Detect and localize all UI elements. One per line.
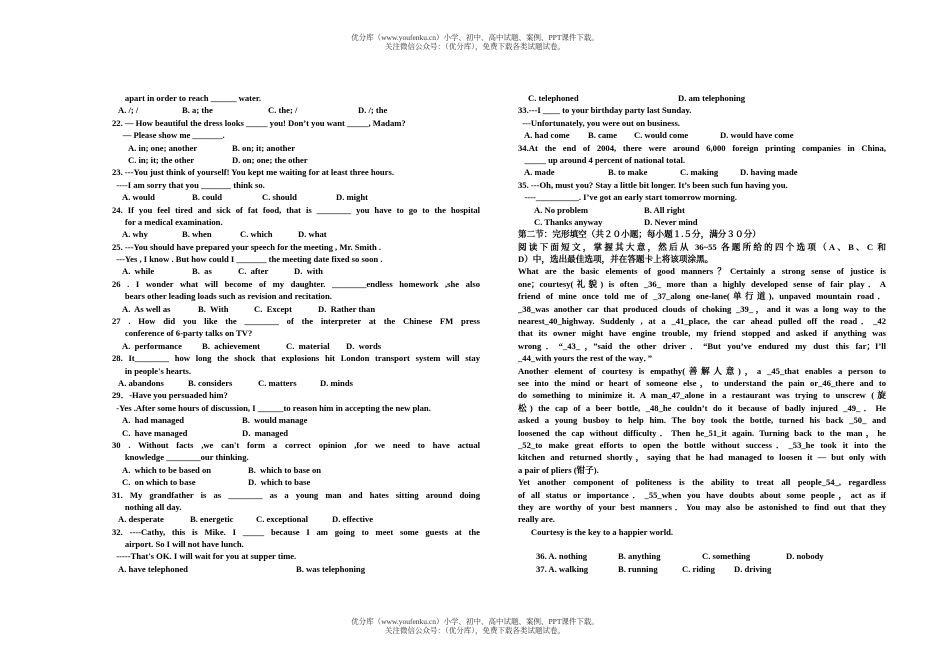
answer-option: B. to make <box>608 167 648 178</box>
option-row <box>112 154 480 166</box>
answer-option: A. abandons <box>118 377 164 388</box>
option-row <box>112 142 480 154</box>
answer-option: C. Except <box>254 303 292 314</box>
answer-option: C. matters <box>258 377 297 388</box>
answer-option: A. why <box>122 229 148 240</box>
left-column <box>112 92 480 575</box>
text-line: of all status or importance．_55_when you have doubts about some people，act as if <box>518 489 886 500</box>
text-line: in people's hearts. <box>112 365 192 376</box>
answer-option: C. making <box>680 167 719 178</box>
answer-option: B. as <box>192 266 212 277</box>
text-line: 30 . Without facts ,we can't form a correct opinion ,for we need to have actual <box>112 439 480 450</box>
answer-option: B. when <box>182 229 212 240</box>
text-line: they are worthy of your best manners．You may also be astonished to find out that they <box>518 501 886 512</box>
answer-option: B. could <box>192 192 223 203</box>
text-line: asked a young busboy to help him. The boy took the bottle, turned his back _50_ and <box>518 415 886 426</box>
answer-option: B. achievement <box>202 340 260 351</box>
option-row <box>112 476 480 488</box>
answer-option: A. No problem <box>534 204 589 215</box>
answer-option: D. Never mind <box>644 216 698 227</box>
answer-option: C. after <box>238 266 269 277</box>
text-line: ---Unfortunately, you were out on business. <box>518 117 680 128</box>
option-row <box>112 513 480 525</box>
text-line: ----__________. I’ve got an early start tomorrow morning. <box>518 192 737 203</box>
answer-option: B. anything <box>618 551 661 562</box>
answer-option: B. was telephoning <box>296 563 366 574</box>
answer-option: B. With <box>198 303 229 314</box>
answer-option: D. nobody <box>786 551 824 562</box>
text-line: nearest_40_highway. Suddenly , at a _41_place, the car ahead pulled off the road．_42 <box>518 316 886 327</box>
answer-option: D. am telephoning <box>678 93 746 103</box>
answer-option: C. riding <box>682 563 715 574</box>
answer-option: A. which to be based on <box>122 464 212 475</box>
text-line: 32. ----Cathy, this is Mike. I _____ because I am going to meet some guests at the <box>112 526 480 537</box>
answer-option: A. while <box>122 266 155 277</box>
option-row <box>112 303 480 315</box>
option-row <box>518 129 886 141</box>
text-line: 25. ---You should have prepared your speech for the meeting , Mr. Smith . <box>112 241 382 252</box>
answer-option: B. considers <box>188 377 233 388</box>
text-line: 22. — How beautiful the dress looks _____ you! Don’t you want _____, Madam? <box>112 117 406 128</box>
option-row <box>518 166 886 178</box>
answer-option: C. material <box>286 340 330 351</box>
answer-option: A. had managed <box>122 415 185 426</box>
text-line: 松) the cap of a beer bottle, _48_he couldn’t do it because of badly injured _49_．He <box>518 402 886 413</box>
option-row <box>112 340 480 352</box>
answer-option: A. /; / <box>118 105 139 116</box>
option-row <box>112 427 480 439</box>
answer-option: B. on; it; another <box>232 142 296 153</box>
text-line: 33.---I ____ to your birthday party last Sunday. <box>518 105 692 116</box>
text-line: knowledge ________our thinking. <box>112 452 249 463</box>
text-line: see into the mind or heart of someone else，to understand the pain or_46_there and to <box>518 377 886 388</box>
answer-option: D. managed <box>242 427 289 438</box>
text-line: wrong．“_43_，”said the other driver．“But you’ve endured my dust this far；I’ll <box>518 340 886 351</box>
answer-option: C. in; it; the other <box>128 154 195 165</box>
answer-option: A. desperate <box>118 514 164 525</box>
header-line-1: 优分库（www.youfenku.cn）小学、初中、高中试题、案例、PPT课件下载。 <box>351 33 599 42</box>
header-line-2: 关注微信公众号：（优分库），免费下载各类试题试卷。 <box>385 42 565 51</box>
text-line: bears other leading loads such as revision and recitation. <box>112 291 332 302</box>
option-row <box>112 228 480 240</box>
footer-line-2: 关注微信公众号：（优分库），免费下载各类试题试卷。 <box>385 626 565 635</box>
text-line: Yet another component of politeness is the ability to treat all people_54_, regardless <box>518 477 886 488</box>
answer-option: D. what <box>298 229 327 240</box>
answer-option: C. Thanks anyway <box>534 216 603 227</box>
option-row <box>518 204 886 216</box>
right-column <box>518 92 886 575</box>
text-line: loosened the cap without difficulty．Then he_51_it again. Turning back to the man，he <box>518 427 886 438</box>
option-row <box>112 104 480 116</box>
text-line <box>518 538 886 550</box>
answer-option: D. Rather than <box>318 303 376 314</box>
text-line: really are. <box>518 514 555 525</box>
option-row <box>112 377 480 389</box>
text-line: conference of 6-party talks on TV? <box>112 328 253 339</box>
text-line: 35. ---Oh, must you? Stay a little bit longer. It’s been such fun having you. <box>518 179 788 190</box>
text-line: — Please show me _______. <box>112 130 225 141</box>
text-line: 23. ---You just think of yourself! You kept me waiting for at least three hours. <box>112 167 394 178</box>
text-line: 31. My grandfather is as ________ as a young man and hates sitting around doing <box>112 489 480 500</box>
answer-option: A. in; one; another <box>128 142 198 153</box>
answer-option: A. had come <box>524 130 570 141</box>
answer-option: D. might <box>336 192 368 203</box>
text-line: ---Yes , I know . But how could I _______ the meeting date fixed so soon . <box>112 254 383 265</box>
answer-option: D. having made <box>740 167 798 178</box>
text-line: _38_was another car that produced clouds of choking _39_，and it was a long way to the <box>518 303 886 314</box>
text-line: airport. So I will not have lunch. <box>112 539 244 550</box>
text-line: 29．-Have you persuaded him? <box>112 390 228 401</box>
text-line: friend of mine once told me of _37_along one-lane(单行道), unpaved mountain road． <box>518 291 886 302</box>
option-row <box>112 414 480 426</box>
answer-option: A. would <box>122 192 155 203</box>
text-line: -Yes .After some hours of discussion, I ______to reason him in accepting the new plan. <box>112 402 431 413</box>
text-line: What are the basic elements of good manners？Certainly a strong sense of justice is <box>518 266 886 277</box>
text-line: apart in order to reach ______ water. <box>112 93 262 103</box>
option-row <box>112 563 480 575</box>
text-line: _52_to make great efforts to open the bottle without success．_53_he took it into the <box>518 439 886 450</box>
answer-option: C. would come <box>634 130 689 141</box>
answer-option: B. running <box>618 563 658 574</box>
answer-option: A. made <box>524 167 555 178</box>
answer-option: D. effective <box>332 514 374 525</box>
answer-option: D. with <box>294 266 323 277</box>
text-line: ----I am sorry that you _______ think so. <box>112 179 265 190</box>
answer-option: C. should <box>262 192 297 203</box>
text-line: do something to minimize it. A man_47_alone in a restaurant was trying to unscrew (旋 <box>518 390 886 401</box>
option-row <box>518 550 886 562</box>
answer-option: D. /; the <box>358 105 388 116</box>
text-line: for a medical examination. <box>112 216 223 227</box>
text-line: _44_with yours the rest of the way．” <box>518 353 652 364</box>
text-line: 27 . How did you like the ________ of the interpreter at the Chinese FM press <box>112 316 480 327</box>
answer-option: A. have telephoned <box>118 563 188 574</box>
answer-option: D. minds <box>320 377 353 388</box>
option-row <box>518 563 886 575</box>
answer-option: B. would manage <box>242 415 308 426</box>
answer-option: C. something <box>702 551 751 562</box>
text-line: a pair of pliers (钳子). <box>518 464 599 475</box>
text-line: Courtesy is the key to a happier world. <box>518 526 674 537</box>
answer-option: C. the; / <box>268 105 298 116</box>
text-line: 34.At the end of 2004, there were around 6,000 foreign printing companies in China, <box>518 142 886 153</box>
answer-option: D. would have come <box>720 130 794 141</box>
answer-option: C. exceptional <box>256 514 309 525</box>
footer-line-1: 优分库（www.youfenku.cn）小学、初中、高中试题、案例、PPT课件下载。 <box>351 617 599 626</box>
text-line: Another element of courtesy is empathy(善解人意)，a _45_that enables a person to <box>518 365 886 376</box>
answer-option: D. which to base <box>248 477 311 488</box>
option-row <box>518 92 886 104</box>
text-line: 26 . I wonder what will become of my daughter. ________endless homework ,she also <box>112 278 480 289</box>
answer-option: A. As well as <box>122 303 171 314</box>
answer-option: D. on; one; the other <box>232 154 308 165</box>
answer-option: D. words <box>346 340 382 351</box>
option-row <box>112 191 480 203</box>
answer-option: C. which <box>240 229 273 240</box>
answer-option: C. telephoned <box>528 93 579 103</box>
text-line: 阅读下面短文，掌握其大意，然后从 36~55 各题所给的四个选项（A、B、C 和 <box>518 241 886 252</box>
text-line: nothing all day. <box>112 501 182 512</box>
text-line: 24. If you feel tired and sick of fat food, that is ________ you have to go to the hospital <box>112 204 480 215</box>
text-line: _____ up around 4 percent of national total. <box>518 154 686 165</box>
text-line: one；courtesy(礼貌) is often _36_ more than a highly developed sense of fair play．A <box>518 278 886 289</box>
answer-option: B. a; the <box>182 105 213 116</box>
answer-option: 37. A. walking <box>536 563 589 574</box>
answer-option: A. performance <box>122 340 182 351</box>
answer-option: C. have managed <box>122 427 188 438</box>
text-line: -----That's OK. I will wait for you at supper time. <box>112 551 297 562</box>
option-row <box>112 464 480 476</box>
answer-option: 36. A. nothing <box>536 551 588 562</box>
answer-option: B. energetic <box>190 514 234 525</box>
answer-option: D. driving <box>734 563 772 574</box>
text-line: that its owner might have engine trouble, my friend stopped and asked if anything was <box>518 328 886 339</box>
answer-option: B. All right <box>644 204 685 215</box>
option-row <box>518 216 886 228</box>
text-line: kitchen and returned shortly，saying that he had managed to loosen it — but only with <box>518 452 886 463</box>
text-line: 第二节：完形填空（共２０小题；每小题１.５分，满分３０分） <box>518 229 761 240</box>
option-row <box>112 265 480 277</box>
text-line: 28. It________ how long the shock that explosions hit London transport system will stay <box>112 353 480 364</box>
text-line: D）中，选出最佳选项，并在答题卡上将该项涂黑。 <box>518 254 714 265</box>
answer-option: B. which to base on <box>248 464 322 475</box>
answer-option: C. on which to base <box>122 477 196 488</box>
answer-option: B. came <box>588 130 618 141</box>
